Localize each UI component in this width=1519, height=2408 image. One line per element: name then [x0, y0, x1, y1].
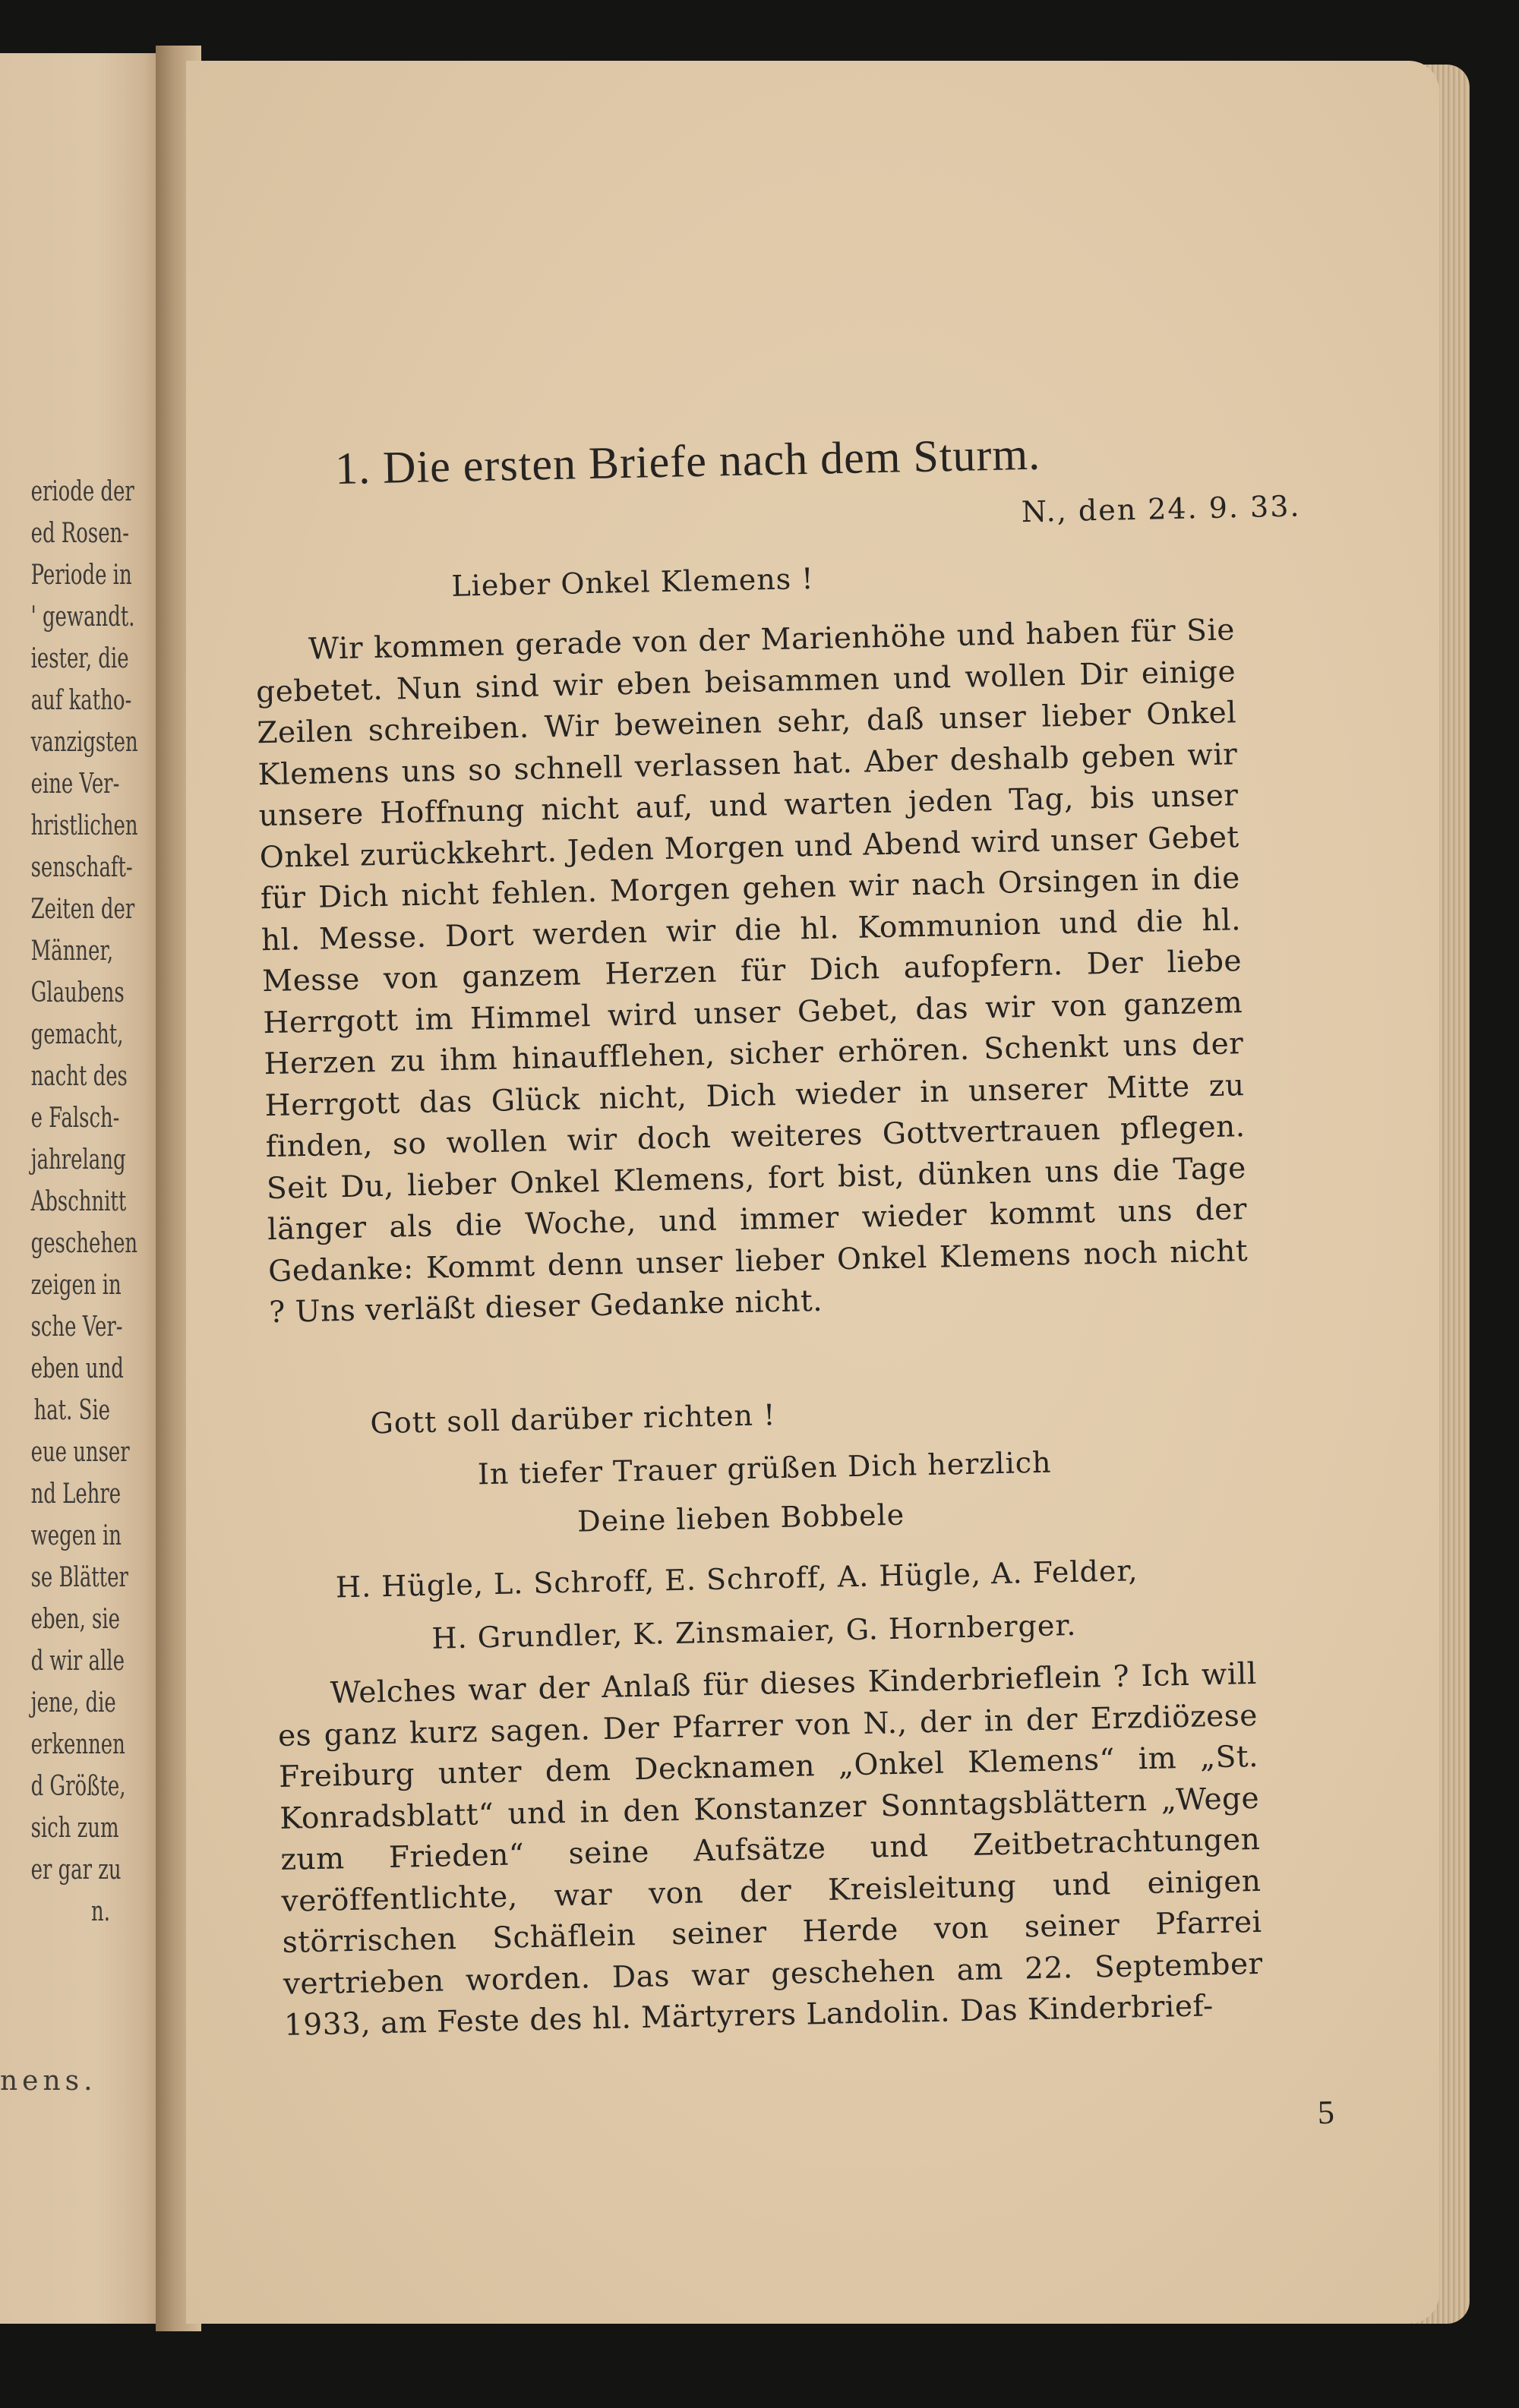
- previous-page-line: senschaft-: [30, 852, 133, 883]
- previous-page-line: eine Ver-: [30, 768, 120, 800]
- previous-page-line: auf katho-: [30, 685, 132, 716]
- previous-page-line: Abschnitt: [30, 1186, 127, 1217]
- previous-page-line: ' gewandt.: [30, 601, 135, 633]
- letter-dateline: N., den 24. 9. 33.: [1021, 489, 1301, 529]
- letter-body: Wir kommen gerade von der Marienhöhe und haben für Sie gebetet. Nun sind wir eben beisammen und wollen Dir einige Zeilen schreiben. Wir beweinen sehr, daß unser lieber Onkel Klemens uns so schnell verlassen hat. Aber deshalb geben wir unsere Hoffnung nicht auf, und warten jeden Tag, bis unser Onkel zurückkehrt. Jeden Morgen und Abend wird unser Gebet für Dich nicht fehlen. Morgen gehen wir nach Orsingen in die hl. Messe. Dort werden wir die hl. Kommunion und die hl. Messe von ganzem Herzen für Dich aufopfern. Der liebe Herrgott im Himmel wird unser Gebet, das wir von ganzem Herzen zu ihm hinaufflehen, sicher erhören. Schenkt uns der Herrgott das Glück nicht, Dich wieder in unserer Mitte zu finden, so wollen wir doch weiteres Gottvertrauen pflegen. Seit Du, lieber Onkel Klemens, fort bist, dünken uns die Tage länger als die Woche, und immer wieder kommt uns der Gedanke: Kommt denn unser lieber Onkel Klemens noch nicht ? Uns verläßt dieser Gedanke nicht.: [255, 613, 1249, 1330]
- previous-page-line: ed Rosen-: [30, 518, 129, 549]
- letter-greeting: In tiefer Trauer grüßen Dich herzlich: [477, 1445, 1052, 1491]
- previous-page-line: Zeiten der: [30, 894, 135, 925]
- previous-page-line: eben, sie: [30, 1604, 120, 1635]
- previous-page-line: hat. Sie: [33, 1395, 111, 1426]
- previous-page-line: nd Lehre: [30, 1479, 122, 1510]
- previous-page-line: e Falsch-: [30, 1103, 120, 1134]
- previous-page-line: er gar zu: [30, 1854, 122, 1886]
- previous-page-line: jahrelang: [30, 1144, 126, 1176]
- previous-page-line: iester, die: [30, 643, 129, 674]
- previous-page-line: nacht des: [30, 1061, 128, 1092]
- previous-page-line: zeigen in: [30, 1270, 122, 1301]
- previous-page-line: geschehen: [30, 1228, 138, 1259]
- previous-page-line: se Blätter: [30, 1562, 128, 1593]
- previous-page-line: d Größte,: [30, 1771, 126, 1802]
- previous-page-line: eriode der: [30, 476, 134, 507]
- previous-page-line: d wir alle: [30, 1646, 125, 1677]
- previous-page-line: Periode in: [30, 560, 132, 591]
- letter-signatures: H. Grundler, K. Zinsmaier, G. Hornberger.: [431, 1608, 1077, 1655]
- previous-page-line: hristlichen: [30, 810, 138, 841]
- page-number: 5: [1317, 2093, 1335, 2132]
- previous-page-line: wegen in: [30, 1520, 122, 1551]
- previous-page-line: gemacht,: [30, 1019, 124, 1050]
- previous-page-line: jene, die: [30, 1687, 116, 1718]
- previous-page-line: erkennen: [30, 1729, 125, 1760]
- previous-page: [0, 53, 163, 2324]
- chapter-title: 1. Die ersten Briefe nach dem Sturm.: [334, 428, 1041, 494]
- letter-salutation: Lieber Onkel Klemens !: [450, 561, 814, 603]
- previous-page-line: eben und: [30, 1353, 124, 1384]
- previous-page-line: eue unser: [30, 1437, 130, 1468]
- commentary-paragraph: Welches war der Anlaß für dieses Kinderbrieflein ? Ich will es ganz kurz sagen. Der Pfarrer von N., der in der Erzdiözese Freiburg unter dem Decknamen „Onkel Klemens“ im „St. Konradsblatt“ und in den Konstanzer Sonntagsblättern „Wege zum Frieden“ seine Aufsätze und Zeitbetrachtungen veröffentlichte, war von der Kreisleitung und einigen störrischen Schäflein seiner Herde von seiner Pfarrei vertrieben worden. Das war geschehen am 22. September 1933, am Feste des hl. Märtyrers Landolin. Das Kinderbrief-: [277, 1656, 1264, 2043]
- previous-page-line: sche Ver-: [30, 1311, 123, 1343]
- previous-page-line: sich zum: [30, 1813, 119, 1844]
- letter-closing-line: Gott soll darüber richten !: [370, 1398, 776, 1441]
- previous-page-text: [30, 471, 138, 1933]
- letter-signatures: H. Hügle, L. Schroff, E. Schroff, A. Hügle, A. Felder,: [335, 1554, 1138, 1605]
- previous-page-line: vanzigsten: [30, 727, 138, 758]
- previous-page-signature: nens.: [0, 2066, 97, 2097]
- previous-page-line: Männer,: [30, 936, 114, 967]
- previous-page-line: n.: [91, 1896, 110, 1927]
- previous-page-line: Glaubens: [30, 977, 125, 1008]
- letter-sender: Deine lieben Bobbele: [576, 1498, 905, 1539]
- current-page-content: [167, 48, 1467, 2337]
